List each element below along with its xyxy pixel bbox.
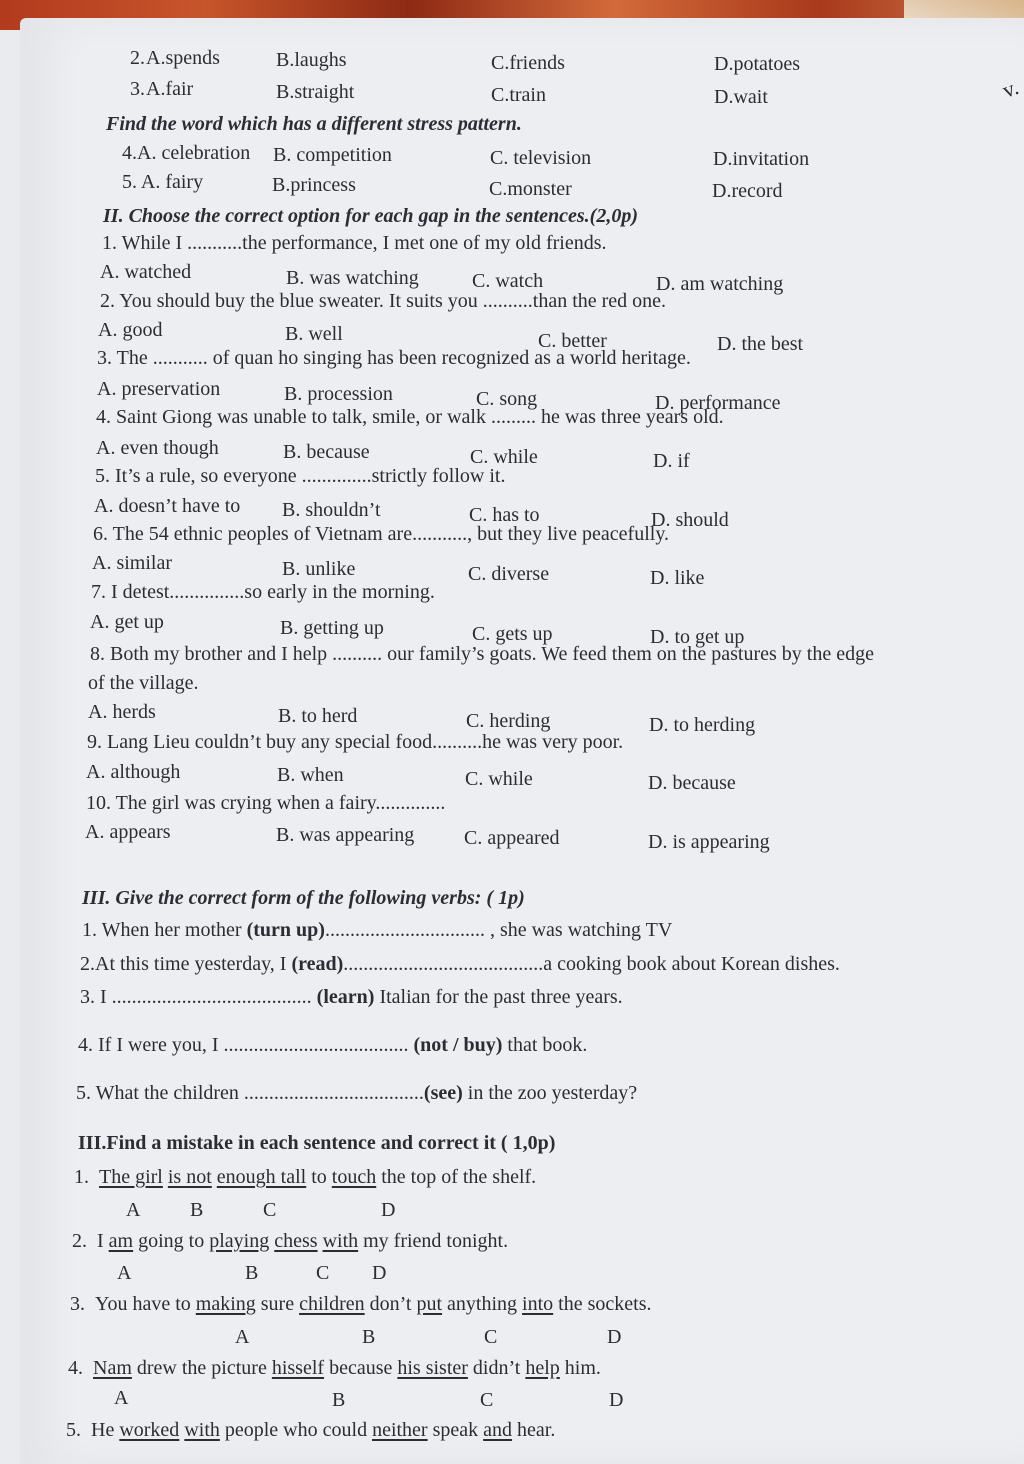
choice-letter: B: [190, 1199, 204, 1221]
sentence-text: people who could: [219, 1419, 373, 1441]
item-number: 2.: [72, 1230, 87, 1252]
option-b: B. competition: [273, 144, 392, 166]
stress-heading: Find the word which has a different stress pattern.: [106, 113, 522, 135]
verb-item-text: ................................ , she was watching TV: [324, 919, 673, 941]
choice-letter: A: [117, 1262, 132, 1284]
option-b: B. procession: [284, 383, 393, 405]
sentence-text: sure: [255, 1293, 300, 1315]
option-d: D.wait: [714, 86, 768, 108]
underlined-part: hisself: [271, 1357, 325, 1379]
underlined-part: into: [522, 1293, 554, 1315]
option-a: A.spends: [146, 47, 220, 69]
choice-letter: C: [484, 1326, 498, 1348]
sentence-text: didn’t: [467, 1357, 526, 1379]
option-c: C. herding: [466, 710, 551, 732]
verb-item: [80, 985, 623, 1009]
option-c: C.train: [491, 84, 546, 106]
verb-item-text: 1. When her mother: [82, 919, 247, 941]
option-c: C. better: [538, 330, 607, 352]
mistake-sentence: [70, 1292, 651, 1316]
choice-letter: B: [332, 1389, 346, 1411]
option-b: B. when: [277, 764, 344, 786]
sentence-text: I: [97, 1230, 109, 1252]
question: 10. The girl was crying when a fairy..............: [86, 792, 446, 814]
row-number: 3.: [130, 78, 145, 100]
verb-item: [78, 1033, 587, 1057]
mistake-sentence: [66, 1418, 555, 1442]
option-a: A. even though: [96, 437, 219, 459]
sentence-text: don’t: [364, 1293, 417, 1315]
choice-letter: B: [245, 1262, 259, 1284]
verb-item-text: 2.At this time yesterday, I: [80, 953, 292, 975]
sentence-text: my friend tonight.: [358, 1230, 509, 1252]
option-b: B. well: [285, 323, 343, 345]
mistake-sentence: [72, 1229, 508, 1253]
question-continued: of the village.: [88, 672, 199, 694]
option-d: D. because: [648, 772, 736, 794]
option-c: C.monster: [489, 178, 572, 200]
sentence-text: the top of the shelf.: [376, 1166, 537, 1188]
choice-letter: B: [362, 1326, 376, 1348]
question: 2. You should buy the blue sweater. It suits you ..........than the red one.: [100, 290, 667, 312]
question: 1. While I ...........the performance, I met one of my old friends.: [102, 232, 607, 254]
item-number: 3.: [70, 1293, 85, 1315]
choice-letter: C: [263, 1199, 277, 1221]
underlined-part: am: [108, 1230, 134, 1252]
option-b: B. unlike: [282, 558, 356, 580]
option-b: B. was appearing: [276, 824, 415, 846]
section-3-heading: III. Give the correct form of the following verbs: ( 1p): [82, 887, 525, 909]
option-d: D.potatoes: [714, 53, 801, 75]
option-d: D.invitation: [713, 148, 810, 170]
verb-item-text: in the zoo yesterday?: [462, 1082, 638, 1104]
option-a: A. similar: [92, 552, 172, 574]
option-d: D. to get up: [650, 626, 745, 648]
underlined-part: children: [299, 1293, 365, 1315]
option-b: B.straight: [276, 81, 355, 103]
verb-item: [76, 1081, 637, 1105]
underlined-part: playing: [209, 1230, 270, 1252]
item-number: 4.: [68, 1357, 83, 1379]
option-b: B.laughs: [276, 49, 347, 71]
underlined-part: touch: [331, 1166, 377, 1188]
choice-letter: A: [126, 1199, 141, 1221]
option-a: A. good: [98, 319, 163, 341]
option-c: C.friends: [491, 52, 565, 74]
choice-letter: C: [480, 1389, 494, 1411]
underlined-part: with: [322, 1230, 359, 1252]
choice-letter: A: [235, 1326, 250, 1348]
verb-item-text: that book.: [502, 1034, 588, 1056]
sentence-text: because: [324, 1357, 398, 1379]
choice-letter: D: [609, 1389, 624, 1411]
option-d: D. if: [653, 450, 690, 472]
item-number: 1.: [74, 1166, 89, 1188]
section-4-heading: III.Find a mistake in each sentence and correct it ( 1,0p): [78, 1132, 556, 1154]
option-b: B. to herd: [278, 705, 358, 727]
option-c: C. song: [476, 388, 538, 410]
option-c: C. appeared: [464, 827, 560, 849]
underlined-part: help: [525, 1357, 560, 1379]
verb-prompt: (see): [423, 1082, 463, 1104]
verb-prompt: (not / buy): [413, 1034, 503, 1056]
question: 5. It’s a rule, so everyone ..............strictly follow it.: [95, 465, 506, 487]
mistake-sentence: [74, 1165, 536, 1189]
option-c: C. television: [490, 147, 592, 169]
underlined-part: enough tall: [216, 1166, 307, 1188]
verb-item-text: Italian for the past three years.: [374, 986, 623, 1008]
underlined-part: making: [195, 1293, 256, 1315]
underlined-part: put: [416, 1293, 443, 1315]
option-d: D. am watching: [656, 273, 784, 295]
option-d: D. like: [650, 567, 705, 589]
underlined-part: is not: [167, 1166, 212, 1188]
sentence-text: You have to: [95, 1293, 196, 1315]
option-a: A. doesn’t have to: [94, 495, 241, 517]
underlined-part: with: [184, 1419, 220, 1441]
sentence-text: anything: [442, 1293, 523, 1315]
option-a: A. watched: [100, 261, 192, 283]
option-b: B. getting up: [280, 617, 384, 639]
option-c: C. gets up: [472, 623, 553, 645]
verb-item-text: 4. If I were you, I .....................................: [78, 1034, 414, 1056]
option-b: B. was watching: [286, 267, 419, 289]
option-b: B.princess: [272, 174, 356, 196]
option-a: 5. A. fairy: [122, 171, 204, 193]
question: 3. The ........... of quan ho singing has been recognized as a world heritage.: [97, 347, 691, 369]
underlined-part: and: [483, 1419, 513, 1441]
margin-mark: v.: [998, 74, 1022, 103]
option-a: 4.A. celebration: [122, 142, 251, 164]
choice-letter: D: [381, 1199, 396, 1221]
sentence-text: He: [91, 1419, 120, 1441]
option-d: D. performance: [655, 392, 781, 414]
option-c: C. while: [470, 446, 538, 468]
choice-letter: D: [607, 1326, 622, 1348]
choice-letter: A: [114, 1387, 129, 1409]
option-d: D.record: [712, 180, 783, 202]
verb-item: [82, 918, 672, 942]
verb-item-text: ........................................a cooking book about Korean dishes.: [343, 953, 840, 975]
sentence-text: drew the picture: [131, 1357, 272, 1379]
verb-item: [80, 952, 840, 976]
option-a: A. get up: [90, 611, 164, 633]
verb-item-text: 3. I ........................................: [80, 986, 317, 1008]
mistake-sentence: [68, 1356, 601, 1380]
question: 8. Both my brother and I help .......... our family’s goats. We feed them on the pastures by the edge: [90, 643, 874, 665]
underlined-part: Nam: [93, 1357, 132, 1379]
option-d: D. is appearing: [648, 831, 770, 853]
question: 9. Lang Lieu couldn’t buy any special food..........he was very poor.: [87, 731, 624, 753]
sentence-text: the sockets.: [553, 1293, 652, 1315]
underlined-part: neither: [372, 1419, 428, 1441]
verb-item-text: 5. What the children ....................................: [76, 1082, 424, 1104]
row-number: 2.: [130, 47, 145, 69]
question: 7. I detest...............so early in the morning.: [91, 581, 435, 603]
option-a: A.fair: [146, 78, 194, 100]
sentence-text: him.: [559, 1357, 601, 1379]
sentence-text: to: [306, 1166, 332, 1188]
underlined-part: chess: [274, 1230, 318, 1252]
option-b: B. shouldn’t: [282, 499, 381, 521]
option-c: C. diverse: [468, 563, 550, 585]
verb-prompt: (turn up): [246, 919, 325, 941]
verb-prompt: (read): [291, 953, 344, 975]
option-a: A. herds: [88, 701, 156, 723]
sentence-text: hear.: [512, 1419, 556, 1441]
choice-letter: D: [372, 1262, 387, 1284]
option-d: D. the best: [717, 333, 804, 355]
option-c: C. while: [465, 768, 533, 790]
option-a: A. although: [86, 761, 181, 783]
underlined-part: his sister: [397, 1357, 468, 1379]
question: 4. Saint Giong was unable to talk, smile, or walk ......... he was three years old.: [96, 406, 724, 428]
option-b: B. because: [283, 441, 370, 463]
verb-prompt: (learn): [316, 986, 375, 1008]
underlined-part: worked: [119, 1419, 180, 1441]
section-2-heading: II. Choose the correct option for each gap in the sentences.(2,0p): [103, 205, 638, 227]
question: 6. The 54 ethnic peoples of Vietnam are..........., but they live peacefully.: [93, 523, 670, 545]
sentence-text: speak: [427, 1419, 484, 1441]
choice-letter: C: [316, 1262, 330, 1284]
option-a: A. appears: [85, 821, 171, 843]
option-d: D. to herding: [649, 714, 756, 736]
underlined-part: The girl: [99, 1166, 163, 1188]
option-a: A. preservation: [97, 378, 221, 400]
item-number: 5.: [66, 1419, 81, 1441]
sentence-text: going to: [133, 1230, 210, 1252]
option-c: C. watch: [472, 270, 544, 292]
option-d: D. should: [651, 509, 729, 531]
option-c: C. has to: [469, 504, 540, 526]
